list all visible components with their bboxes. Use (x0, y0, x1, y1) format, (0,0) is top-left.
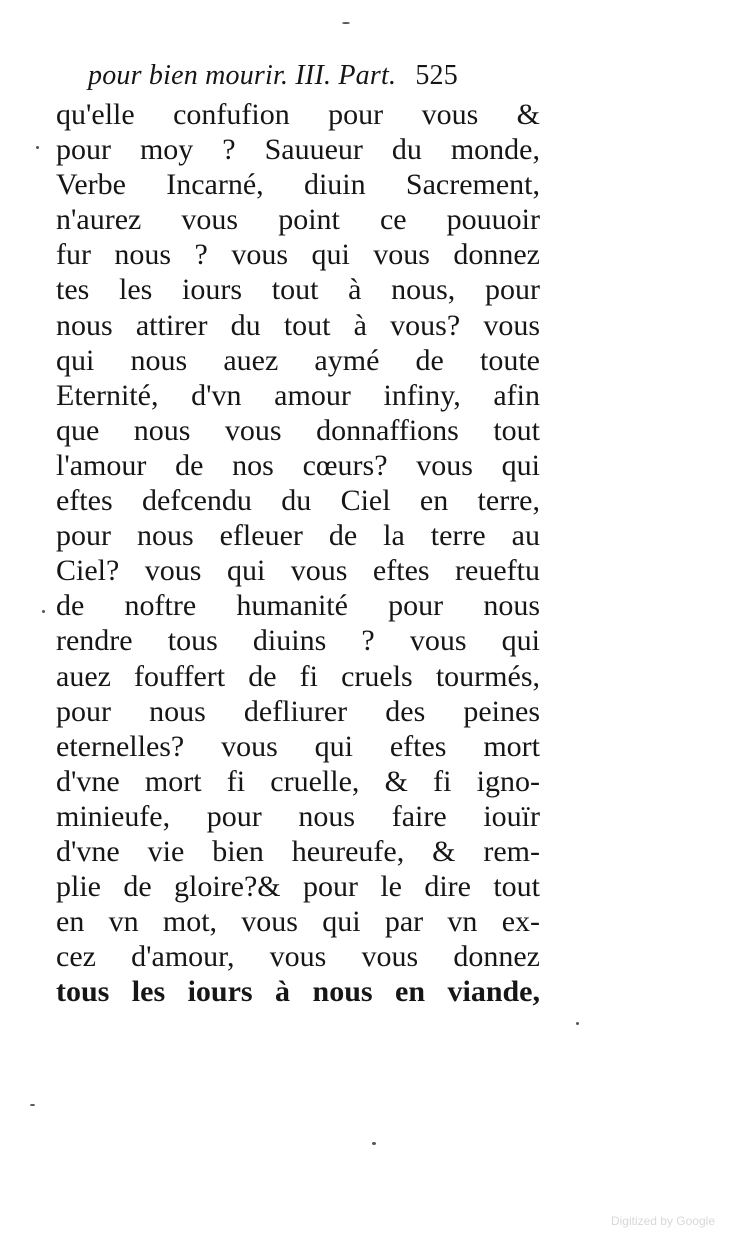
text-line: pour nous defliurer des peines (56, 694, 540, 728)
print-speck (342, 22, 350, 24)
running-header (88, 60, 548, 96)
print-speck (36, 146, 39, 149)
body-text (56, 97, 556, 1009)
print-speck (42, 610, 45, 613)
text-line: rendre tous diuins ? vous qui (56, 624, 540, 658)
text-line: plie de gloire?& pour le dire tout (56, 870, 540, 904)
text-line: n'aurez vous point ce pouuoir (56, 203, 540, 237)
text-line: eftes defcendu du Ciel en terre, (56, 484, 540, 518)
text-line: d'vne mort fi cruelle, & fi igno- (56, 764, 540, 798)
digitization-watermark: Digitized by Google (610, 1214, 715, 1228)
print-speck (372, 1142, 376, 1145)
text-line: qu'elle confufion pour vous & (56, 98, 540, 131)
text-line: Ciel? vous qui vous eftes reueftu (56, 554, 540, 588)
text-line: auez fouffert de fi cruels tourmés, (56, 659, 540, 693)
text-line: Verbe Incarné, diuin Sacrement, (56, 168, 540, 202)
text-line: qui nous auez aymé de toute (56, 343, 540, 377)
text-line: tous les iours à nous en viande, (56, 975, 540, 1009)
print-speck (30, 1104, 35, 1106)
text-line: tes les iours tout à nous, pour (56, 273, 540, 307)
text-line: eternelles? vous qui eftes mort (56, 729, 540, 763)
text-line: cez d'amour, vous vous donnez (56, 940, 540, 974)
text-line: l'amour de nos cœurs? vous qui (56, 448, 540, 482)
text-line: fur nous ? vous qui vous donnez (56, 238, 540, 272)
text-line: en vn mot, vous qui par vn ex- (56, 905, 540, 939)
running-title: pour bien mourir. III. Part. (88, 60, 397, 91)
text-line: de noftre humanité pour nous (56, 589, 540, 623)
text-line: pour nous efleuer de la terre au (56, 519, 540, 553)
text-line: nous attirer du tout à vous? vous (56, 308, 540, 342)
text-line: pour moy ? Sauueur du monde, (56, 133, 540, 167)
print-speck (576, 1022, 579, 1025)
page-number: 525 (415, 60, 458, 91)
text-line: d'vne vie bien heureufe, & rem- (56, 834, 540, 868)
text-line: que nous vous donnaffions tout (56, 413, 540, 447)
text-line: Eternité, d'vn amour infiny, afin (56, 378, 540, 412)
text-line: minieufe, pour nous faire iouïr (56, 799, 540, 833)
